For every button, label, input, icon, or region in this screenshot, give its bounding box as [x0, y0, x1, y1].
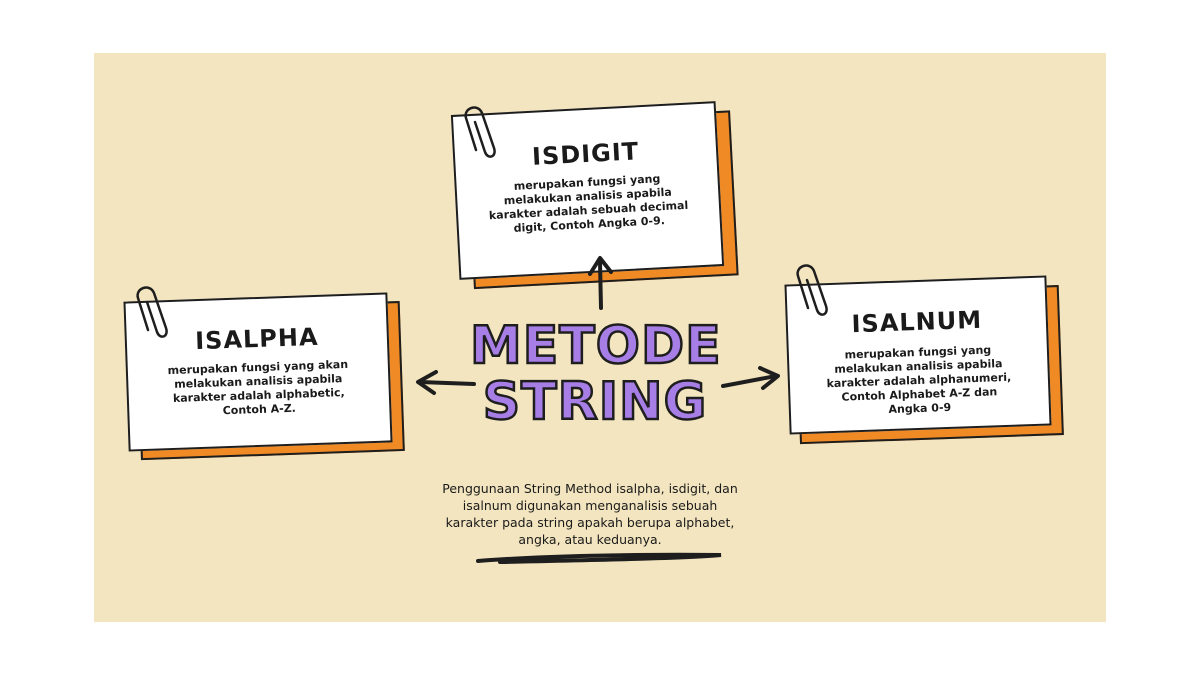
paperclip-icon — [798, 266, 827, 315]
center-title-line1: METODE — [470, 316, 722, 376]
footer-description: Penggunaan String Method isalpha, isdigit, dan isalnum digunakan menganalisis sebuah karakter pada string apakah berupa alphabet, angka, atau keduanya. — [442, 481, 738, 547]
isalpha-title: ISALPHA — [194, 322, 319, 356]
paperclip-icon — [138, 288, 167, 337]
underline-stroke — [478, 555, 721, 562]
isalpha-description: merupakan fungsi yang akan melakukan analisis apabila karakter adalah alphabetic, Contoh A-Z. — [167, 357, 349, 418]
center-title — [470, 318, 720, 430]
arrow-left-icon — [418, 372, 474, 393]
isalnum-title: ISALNUM — [851, 305, 983, 339]
isalnum-description: merupakan fungsi yang melakukan analisis apabila karakter adalah alphanumeri, Contoh Alphabet A-Z dan Angka 0-9 — [826, 343, 1012, 417]
center-title-line2: STRING — [482, 372, 708, 432]
paperclip-icon — [466, 108, 495, 157]
arrow-right-icon — [723, 368, 778, 388]
isdigit-title: ISDIGIT — [531, 137, 640, 171]
isdigit-description: merupakan fungsi yang melakukan analisis apabila karakter adalah sebuah decimal digit, Contoh Angka 0-9. — [488, 172, 689, 235]
arrow-up-icon — [590, 258, 611, 308]
